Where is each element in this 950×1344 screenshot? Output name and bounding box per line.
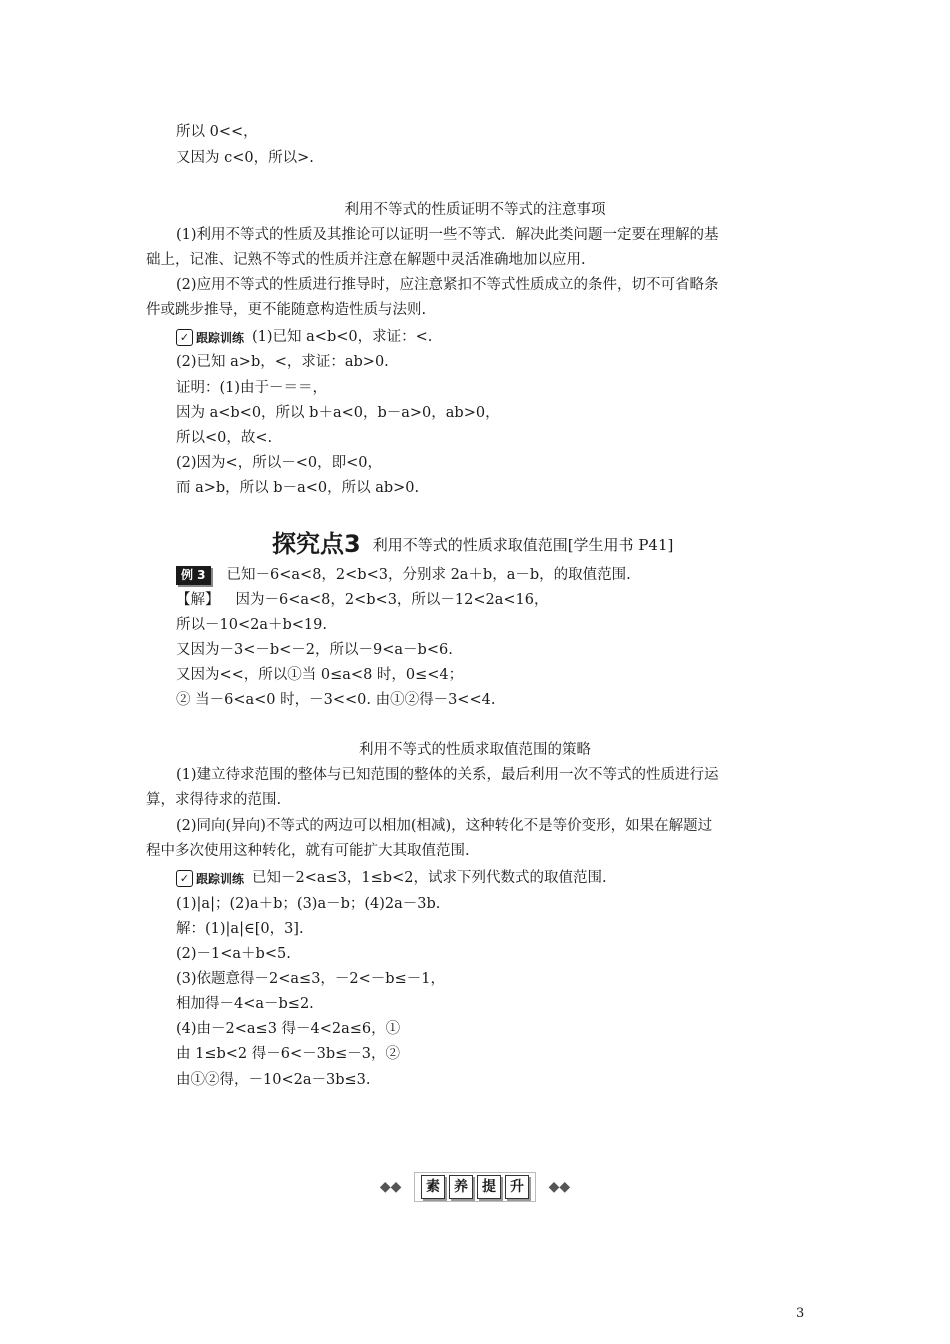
banner-title	[414, 1172, 536, 1202]
text-line: (1)利用不等式的性质及其推论可以证明一些不等式．解决此类问题一定要在理解的基	[176, 227, 719, 243]
diamond-right-icon: ◆◆	[548, 1179, 571, 1195]
training-badge: ✓ 跟踪训练	[176, 869, 244, 889]
text-line: 由 1≤b<2 得－6<－3b≤－3，②	[176, 1046, 401, 1062]
section-banner	[0, 1172, 950, 1202]
training-question: ✓ 跟踪训练 (1)已知 a<b<0，求证：<.	[176, 327, 432, 348]
example-tag: 例 3	[176, 566, 211, 585]
text-line: 础上，记准、记熟不等式的性质并注意在解题中灵活准确地加以应用.	[146, 252, 586, 268]
check-icon: ✓	[176, 870, 193, 887]
section-heading: 探究点3 利用不等式的性质求取值范围[学生用书 P41]	[272, 530, 674, 558]
text-line: (2)应用不等式的性质进行推导时，应注意紧扣不等式性质成立的条件，切不可省略条	[176, 277, 719, 293]
text-line: 程中多次使用这种转化，就有可能扩大其取值范围.	[146, 843, 470, 859]
diamond-left-icon: ◆◆	[379, 1179, 402, 1195]
text-line: 解：(1)|a|∈[0，3].	[176, 921, 304, 937]
note-title: 利用不等式的性质证明不等式的注意事项	[344, 202, 606, 218]
text-line: 而 a>b，所以 b－a<0，所以 ab>0.	[176, 480, 420, 496]
example-question: 例 3 已知－6<a<8，2<b<3，分别求 2a＋b，a－b，的取值范围.	[176, 565, 631, 585]
text-line: (2)同向(异向)不等式的两边可以相加(相减)，这种转化不是等价变形，如果在解题过	[176, 818, 713, 834]
text-line: 件或跳步推导，更不能随意构造性质与法则.	[146, 302, 427, 318]
text-line: 算，求得待求的范围.	[146, 792, 282, 808]
text-line: 所以－10<2a＋b<19.	[176, 617, 327, 633]
banner-char: 升	[505, 1175, 529, 1199]
text-line: (3)依题意得－2<a≤3，－2<－b≤－1，	[176, 971, 445, 987]
text-line: 因为 a<b<0，所以 b＋a<0，b－a>0，ab>0，	[176, 405, 500, 421]
text-line: 又因为 c<0，所以>.	[176, 150, 314, 166]
banner-char: 养	[449, 1175, 473, 1199]
text-line: 证明：(1)由于－＝＝，	[176, 380, 328, 396]
text-line: ② 当－6<a<0 时，－3<<0. 由①②得－3<<4.	[176, 692, 496, 708]
training-question: ✓ 跟踪训练 已知－2<a≤3，1≤b<2，试求下列代数式的取值范围.	[176, 868, 607, 889]
training-badge: ✓ 跟踪训练	[176, 328, 244, 348]
text-line: (1)|a|；(2)a＋b；(3)a－b；(4)2a－3b.	[176, 896, 441, 912]
text-line: 又因为－3<－b<－2，所以－9<a－b<6.	[176, 642, 453, 658]
text-line: (2)因为<，所以－<0，即<0，	[176, 455, 382, 471]
text-line: (2)－1<a＋b<5.	[176, 946, 291, 962]
text-line: (1)建立待求范围的整体与已知范围的整体的关系，最后利用一次不等式的性质进行运	[176, 767, 719, 783]
banner-char: 素	[421, 1175, 445, 1199]
banner-char: 提	[477, 1175, 501, 1199]
page-number: 3	[796, 1306, 805, 1321]
solution-line: 【解】 因为－6<a<8，2<b<3，所以－12<2a<16，	[176, 592, 549, 608]
check-icon: ✓	[176, 329, 193, 346]
text-line: (4)由－2<a≤3 得－4<2a≤6，①	[176, 1021, 401, 1037]
text-line: (2)已知 a>b，<，求证：ab>0.	[176, 354, 389, 370]
text-line: 相加得－4<a－b≤2.	[176, 996, 314, 1012]
text-line: 所以<0，故<.	[176, 430, 273, 446]
note-title: 利用不等式的性质求取值范围的策略	[359, 742, 591, 758]
text-line: 又因为<<，所以①当 0≤a<8 时，0≤<4；	[176, 667, 464, 683]
text-line: 所以 0<<，	[176, 124, 258, 140]
text-line: 由①②得，－10<2a－3b≤3.	[176, 1072, 371, 1088]
